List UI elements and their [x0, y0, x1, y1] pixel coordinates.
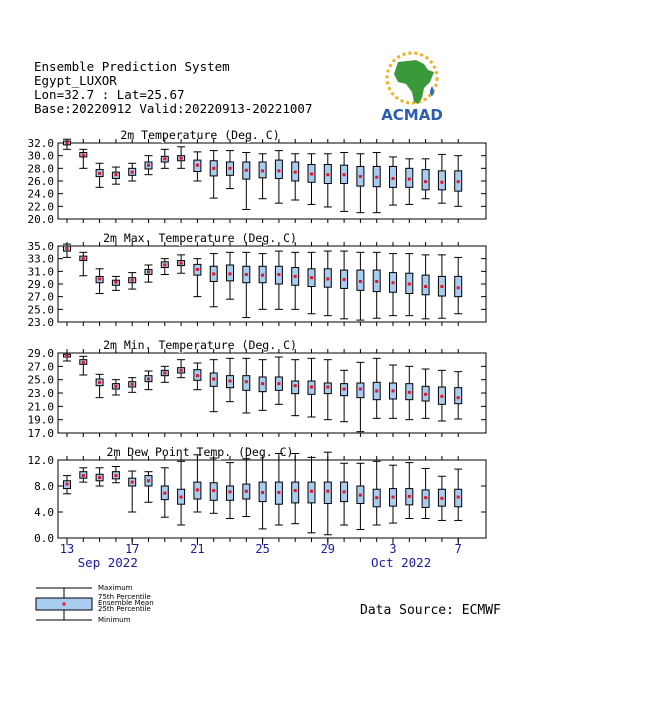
box-2022-09-29 [324, 154, 332, 207]
y-tick-label: 26.0 [27, 175, 54, 188]
logo-text: ACMAD [381, 106, 443, 124]
box-2022-10-02 [373, 153, 381, 213]
x-tick-label: 25 [255, 542, 270, 556]
box-2022-09-15 [96, 269, 104, 294]
legend-p25: 25th Percentile [98, 605, 151, 613]
box-2022-09-16 [112, 167, 120, 184]
mean-marker [114, 173, 117, 176]
box-2022-09-19 [161, 468, 169, 517]
mean-marker [212, 167, 215, 170]
mean-marker [66, 247, 69, 250]
box-2022-10-01 [356, 252, 364, 320]
mean-marker [440, 181, 443, 184]
legend-p75: 75th Percentile [98, 593, 151, 601]
box-2022-09-14 [79, 356, 87, 375]
box-2022-09-23 [226, 358, 234, 401]
mean-marker [98, 381, 101, 384]
box-2022-10-04 [405, 366, 413, 419]
mean-marker [180, 157, 183, 160]
mean-marker [408, 178, 411, 181]
box-2022-09-13 [63, 476, 71, 494]
panel-2 [28, 231, 487, 329]
panel-4 [28, 445, 487, 545]
box-2022-09-22 [210, 151, 218, 199]
x-axis [60, 538, 462, 570]
box-2022-09-23 [226, 151, 234, 189]
box-2022-10-02 [373, 358, 381, 418]
mean-marker [229, 272, 232, 275]
y-tick-label: 25.0 [27, 373, 54, 387]
box-2022-09-30 [340, 251, 348, 319]
y-tick-label: 8.0 [34, 480, 54, 493]
box-2022-10-07 [454, 156, 462, 207]
box-2022-09-14 [79, 468, 87, 482]
y-tick-label: 27.0 [27, 360, 54, 374]
interquartile-box [390, 166, 397, 187]
box-2022-09-15 [96, 163, 104, 187]
box-2022-09-20 [177, 461, 185, 525]
box-2022-09-19 [161, 149, 169, 168]
legend-minimum: Minimum [98, 616, 131, 624]
mean-marker [212, 272, 215, 275]
header-base-valid: Base:20220912 Valid:20220913-20221007 [34, 101, 313, 116]
mean-marker [131, 383, 134, 386]
box-2022-09-28 [308, 457, 316, 532]
mean-marker [212, 378, 215, 381]
mean-marker [114, 474, 117, 477]
mean-marker [343, 388, 346, 391]
box-2022-09-18 [145, 472, 153, 503]
mean-marker [180, 369, 183, 372]
box-2022-09-23 [226, 252, 234, 299]
mean-marker [457, 180, 460, 183]
y-tick-label: 23.0 [27, 316, 54, 329]
mean-marker [424, 180, 427, 183]
mean-marker [424, 393, 427, 396]
mean-marker [326, 386, 329, 389]
box-2022-09-20 [177, 255, 185, 273]
mean-marker [440, 497, 443, 500]
box-2022-09-27 [291, 252, 299, 309]
box-2022-09-30 [340, 153, 348, 212]
y-tick-label: 24.0 [27, 187, 54, 201]
box-2022-09-27 [291, 454, 299, 524]
x-tick-label: 29 [320, 542, 336, 556]
box-2022-10-05 [422, 369, 430, 418]
box-2022-09-21 [193, 152, 201, 181]
y-tick-label: 32.0 [27, 137, 54, 150]
box-2022-09-29 [324, 452, 332, 535]
y-tick-label: 23.0 [27, 387, 54, 400]
box-2022-09-28 [308, 358, 316, 417]
box-2022-09-27 [291, 154, 299, 200]
box-2022-10-06 [438, 476, 446, 520]
y-tick-label: 17.0 [27, 427, 54, 440]
mean-marker [440, 285, 443, 288]
box-2022-09-27 [291, 360, 299, 416]
mean-marker [457, 396, 460, 399]
box-2022-09-26 [275, 251, 283, 309]
box-2022-09-13 [63, 353, 71, 361]
mean-marker [82, 361, 85, 364]
box-2022-09-16 [112, 467, 120, 483]
interquartile-box [422, 275, 429, 295]
panel-title: 2m Dew Point Temp. (Deg. C) [106, 445, 294, 459]
mean-marker [212, 489, 215, 492]
mean-marker [163, 372, 166, 375]
mean-marker [277, 169, 280, 172]
box-2022-10-03 [389, 465, 397, 523]
box-2022-09-17 [128, 273, 136, 289]
panel-title: 2m Min. Temperature (Deg. C) [103, 338, 297, 352]
mean-marker [392, 390, 395, 393]
mean-marker [82, 474, 85, 477]
data-source: Data Source: ECMWF [360, 603, 501, 618]
box-2022-09-29 [324, 360, 332, 420]
box-2022-10-05 [422, 468, 430, 518]
legend-mean: Ensemble Mean [98, 599, 154, 607]
mean-marker [163, 264, 166, 267]
box-2022-09-21 [193, 363, 201, 390]
mean-marker [457, 496, 460, 499]
box-2022-09-21 [193, 455, 201, 512]
box-2022-09-30 [340, 370, 348, 421]
box-2022-09-25 [259, 254, 267, 310]
mean-marker [114, 385, 117, 388]
box-2022-09-20 [177, 360, 185, 378]
mean-marker [261, 491, 264, 494]
y-tick-label: 29.0 [27, 347, 54, 360]
box-2022-10-06 [438, 154, 446, 203]
mean-marker [359, 388, 362, 391]
x-month-label: Oct 2022 [371, 555, 432, 570]
mean-marker [343, 278, 346, 281]
mean-marker [147, 479, 150, 482]
box-2022-09-19 [161, 366, 169, 382]
mean-marker [180, 496, 183, 499]
y-tick-label: 4.0 [34, 506, 54, 519]
box-2022-09-24 [242, 358, 250, 413]
box-2022-09-25 [259, 154, 267, 199]
mean-marker [245, 169, 248, 172]
mean-marker [326, 277, 329, 280]
mean-marker [229, 490, 232, 493]
mean-marker [229, 380, 232, 383]
mean-marker [310, 490, 313, 493]
box-2022-10-07 [454, 469, 462, 520]
mean-marker [196, 488, 199, 491]
mean-marker [408, 283, 411, 286]
mean-marker [457, 286, 460, 289]
mean-marker [277, 491, 280, 494]
mean-marker [277, 382, 280, 385]
mean-marker [98, 476, 101, 479]
mean-marker [66, 142, 69, 145]
box-2022-09-13 [63, 139, 71, 149]
interquartile-box [438, 171, 445, 190]
mean-marker [131, 171, 134, 174]
box-2022-10-05 [422, 159, 430, 199]
box-2022-09-18 [145, 371, 153, 390]
mean-marker [294, 489, 297, 492]
box-2022-09-14 [79, 252, 87, 275]
mean-marker [294, 275, 297, 278]
mean-marker [343, 173, 346, 176]
mean-marker [326, 490, 329, 493]
header-station: Egypt_LUXOR [34, 73, 117, 88]
x-tick-label: 3 [389, 542, 397, 556]
legend-mean-marker [63, 603, 66, 606]
y-tick-label: 28.0 [27, 162, 54, 176]
mean-marker [440, 395, 443, 398]
mean-marker [245, 380, 248, 383]
box-2022-09-17 [128, 378, 136, 393]
box-2022-09-30 [340, 463, 348, 525]
y-tick-label: 21.0 [27, 400, 54, 414]
interquartile-box [292, 482, 299, 503]
mean-marker [245, 490, 248, 493]
mean-marker [82, 257, 85, 260]
mean-marker [310, 276, 313, 279]
header-coordinates: Lon=32.7 : Lat=25.67 [34, 87, 185, 102]
box-2022-09-29 [324, 251, 332, 316]
box-2022-10-04 [405, 463, 413, 519]
box-2022-09-21 [193, 259, 201, 297]
mean-marker [196, 268, 199, 271]
box-2022-09-20 [177, 147, 185, 169]
box-2022-09-15 [96, 468, 104, 486]
y-tick-label: 33.0 [27, 252, 54, 266]
mean-marker [375, 280, 378, 283]
box-2022-09-23 [226, 463, 234, 519]
box-2022-10-04 [405, 159, 413, 205]
box-2022-09-24 [242, 153, 250, 210]
box-2022-09-25 [259, 360, 267, 411]
mean-marker [147, 378, 150, 381]
box-2022-09-16 [112, 380, 120, 395]
mean-marker [424, 285, 427, 288]
mean-marker [392, 496, 395, 499]
mean-marker [408, 495, 411, 498]
box-2022-09-15 [96, 374, 104, 397]
box-2022-10-03 [389, 254, 397, 316]
mean-marker [359, 280, 362, 283]
mean-marker [408, 391, 411, 394]
mean-marker [180, 262, 183, 265]
box-2022-10-02 [373, 252, 381, 318]
box-2022-09-22 [210, 458, 218, 513]
box-2022-10-06 [438, 255, 446, 318]
box-2022-09-24 [242, 459, 250, 517]
mean-marker [310, 386, 313, 389]
panel-title: 2m Max. Temperature (Deg. C) [103, 231, 297, 245]
box-2022-09-26 [275, 357, 283, 404]
y-tick-label: 0.0 [34, 532, 54, 545]
box-2022-09-16 [112, 276, 120, 290]
y-tick-label: 35.0 [27, 240, 54, 253]
mean-marker [261, 274, 264, 277]
box-2022-09-26 [275, 454, 283, 526]
box-2022-09-28 [308, 154, 316, 205]
mean-marker [66, 483, 69, 486]
box-2022-09-19 [161, 259, 169, 275]
box-2022-10-04 [405, 254, 413, 316]
box-2022-09-22 [210, 254, 218, 307]
box-2022-10-06 [438, 370, 446, 421]
box-2022-10-05 [422, 255, 430, 319]
mean-marker [131, 481, 134, 484]
panel-1 [28, 128, 487, 226]
mean-marker [294, 384, 297, 387]
panel-title: 2m Temperature (Deg. C) [120, 128, 280, 142]
mean-marker [196, 164, 199, 167]
box-2022-10-01 [356, 362, 364, 431]
y-tick-label: 31.0 [27, 265, 54, 279]
interquartile-box [455, 388, 462, 404]
mean-marker [196, 374, 199, 377]
mean-marker [392, 281, 395, 284]
y-tick-label: 30.0 [27, 149, 54, 163]
mean-marker [326, 173, 329, 176]
box-2022-09-26 [275, 151, 283, 204]
box-2022-10-02 [373, 461, 381, 525]
box-2022-09-13 [63, 244, 71, 257]
mean-marker [375, 390, 378, 393]
box-2022-09-18 [145, 265, 153, 282]
mean-marker [147, 270, 150, 273]
y-tick-label: 29.0 [27, 278, 54, 291]
mean-marker [82, 154, 85, 157]
box-2022-10-03 [389, 365, 397, 418]
mean-marker [147, 164, 150, 167]
box-2022-10-07 [454, 372, 462, 419]
mean-marker [66, 354, 69, 357]
box-2022-09-22 [210, 360, 218, 412]
box-2022-09-28 [308, 252, 316, 313]
mean-marker [359, 175, 362, 178]
y-tick-label: 27.0 [27, 290, 54, 304]
mean-marker [392, 177, 395, 180]
x-tick-label: 17 [124, 542, 140, 556]
mean-marker [163, 157, 166, 160]
mean-marker [98, 277, 101, 280]
box-2022-10-01 [356, 154, 364, 213]
mean-marker [163, 492, 166, 495]
x-tick-label: 7 [454, 542, 462, 556]
box-2022-10-03 [389, 157, 397, 205]
mean-marker [310, 173, 313, 176]
mean-marker [98, 172, 101, 175]
box-2022-09-17 [128, 471, 136, 512]
interquartile-box [422, 170, 429, 190]
interquartile-box [292, 381, 299, 394]
interquartile-box [324, 482, 331, 503]
mean-marker [114, 281, 117, 284]
box-2022-09-14 [79, 149, 87, 168]
box-2022-09-24 [242, 252, 250, 317]
y-tick-label: 19.0 [27, 413, 54, 427]
box-2022-10-01 [356, 463, 364, 529]
panel-3 [28, 338, 487, 440]
mean-marker [375, 176, 378, 179]
mean-marker [359, 494, 362, 497]
mean-marker [277, 273, 280, 276]
x-tick-label: 13 [59, 542, 75, 556]
y-tick-label: 12.0 [27, 454, 54, 467]
mean-marker [261, 382, 264, 385]
x-tick-label: 21 [190, 542, 205, 556]
box-2022-09-18 [145, 156, 153, 175]
header-title: Ensemble Prediction System [34, 59, 230, 74]
box-2022-09-17 [128, 163, 136, 181]
y-tick-label: 22.0 [27, 200, 54, 214]
box-2022-10-07 [454, 257, 462, 313]
interquartile-box [275, 160, 282, 178]
mean-marker [229, 167, 232, 170]
legend-maximum: Maximum [98, 584, 133, 592]
y-tick-label: 25.0 [27, 303, 54, 317]
legend [36, 584, 154, 624]
mean-marker [343, 490, 346, 493]
mean-marker [131, 279, 134, 282]
mean-marker [294, 171, 297, 174]
box-2022-09-25 [259, 460, 267, 529]
mean-marker [375, 496, 378, 499]
mean-marker [261, 169, 264, 172]
mean-marker [424, 496, 427, 499]
x-month-label: Sep 2022 [77, 555, 138, 570]
mean-marker [245, 273, 248, 276]
y-tick-label: 20.0 [27, 213, 54, 226]
